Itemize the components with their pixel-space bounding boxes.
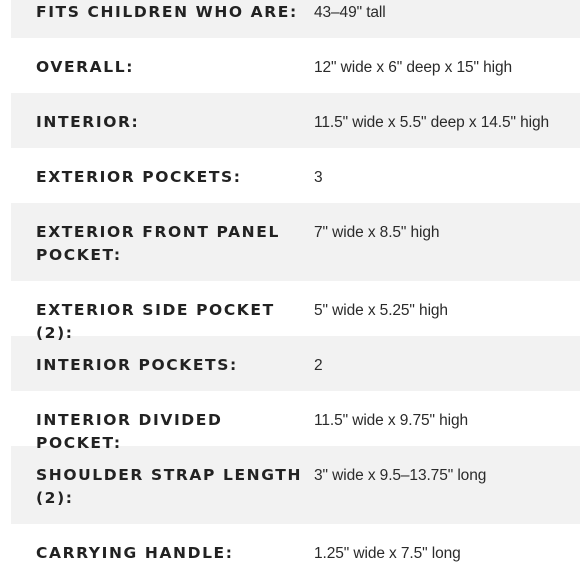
spec-row-exterior-front-panel-pocket xyxy=(11,203,580,281)
spec-row-interior-divided-pocket xyxy=(11,391,580,452)
spec-value: 7" wide x 8.5" high xyxy=(314,224,440,241)
spec-value: 5" wide x 5.25" high xyxy=(314,302,448,319)
spec-label: INTERIOR POCKETS: xyxy=(36,356,238,374)
spec-value: 11.5" wide x 5.5" deep x 14.5" high xyxy=(314,114,550,131)
spec-row-overall xyxy=(11,38,580,93)
spec-label: FITS CHILDREN WHO ARE: xyxy=(36,3,298,21)
spec-label: INTERIOR: xyxy=(36,113,140,131)
spec-row-exterior-side-pocket xyxy=(11,281,580,342)
spec-value: 43–49" tall xyxy=(314,4,386,21)
spec-value: 2 xyxy=(314,357,323,374)
spec-row-carrying-handle xyxy=(11,524,580,579)
spec-label: CARRYING HANDLE: xyxy=(36,544,234,562)
specifications-table xyxy=(11,0,580,579)
spec-row-fits-children xyxy=(11,0,580,38)
spec-label: EXTERIOR FRONT PANEL POCKET: xyxy=(36,223,280,264)
spec-value: 12" wide x 6" deep x 15" high xyxy=(314,59,513,76)
spec-value: 3 xyxy=(314,169,323,186)
spec-label: EXTERIOR POCKETS: xyxy=(36,168,242,186)
spec-row-interior xyxy=(11,93,580,148)
spec-value: 11.5" wide x 9.75" high xyxy=(314,412,469,429)
spec-label: SHOULDER STRAP LENGTH (2): xyxy=(36,466,303,507)
spec-label: OVERALL: xyxy=(36,58,135,76)
spec-label: EXTERIOR SIDE POCKET (2): xyxy=(36,301,275,342)
spec-value: 3" wide x 9.5–13.75" long xyxy=(314,467,487,484)
spec-row-shoulder-strap-length xyxy=(11,446,580,524)
spec-value: 1.25" wide x 7.5" long xyxy=(314,545,461,562)
spec-row-exterior-pockets xyxy=(11,148,580,203)
spec-label: INTERIOR DIVIDED POCKET: xyxy=(36,411,223,452)
